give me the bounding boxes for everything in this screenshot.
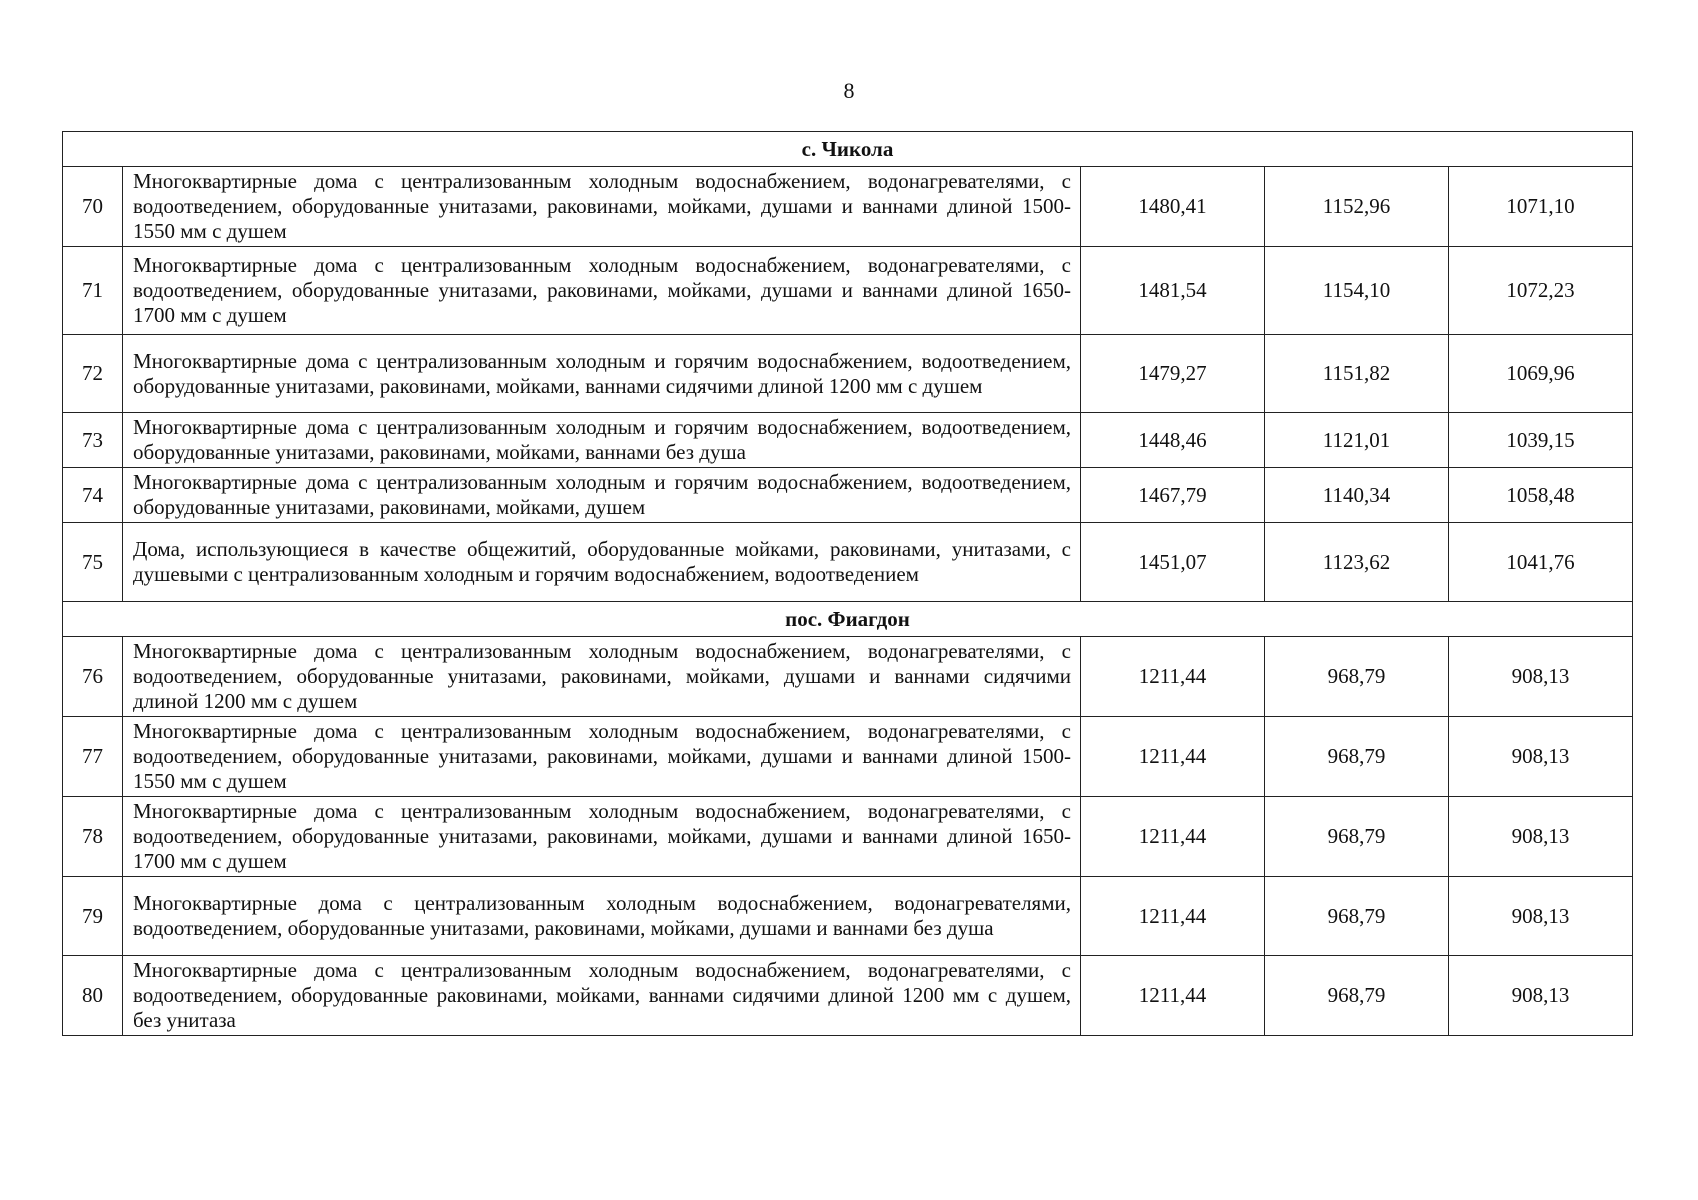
row-value-3: 1072,23 (1449, 247, 1633, 335)
row-number: 79 (63, 877, 123, 956)
row-value-2: 968,79 (1265, 637, 1449, 717)
row-value-1: 1467,79 (1081, 468, 1265, 523)
row-value-1: 1481,54 (1081, 247, 1265, 335)
row-value-1: 1479,27 (1081, 335, 1265, 413)
table-row (63, 523, 1633, 602)
table-row (63, 877, 1633, 956)
row-description: Многоквартирные дома с централизованным холодным водоснабжением, водонагревателями, с водоотведением, оборудованные унитазами, раковинами, мойками, душами и ваннами длиной 1500-1550 мм с душем (123, 717, 1081, 797)
table-row (63, 717, 1633, 797)
row-number: 75 (63, 523, 123, 602)
row-value-3: 908,13 (1449, 717, 1633, 797)
table-row (63, 468, 1633, 523)
table-row (63, 637, 1633, 717)
row-value-2: 1123,62 (1265, 523, 1449, 602)
row-value-3: 1041,76 (1449, 523, 1633, 602)
row-value-1: 1211,44 (1081, 956, 1265, 1036)
section-header-row (63, 602, 1633, 637)
row-description: Многоквартирные дома с централизованным холодным водоснабжением, водонагревателями, с водоотведением, оборудованные унитазами, раковинами, мойками, душами и ваннами длиной 1650-1700 мм с душем (123, 247, 1081, 335)
row-number: 73 (63, 413, 123, 468)
row-value-1: 1211,44 (1081, 797, 1265, 877)
row-value-2: 1154,10 (1265, 247, 1449, 335)
row-value-2: 1151,82 (1265, 335, 1449, 413)
row-value-3: 1071,10 (1449, 167, 1633, 247)
tariff-table (62, 131, 1633, 1036)
row-value-3: 1039,15 (1449, 413, 1633, 468)
row-value-3: 1069,96 (1449, 335, 1633, 413)
table-row (63, 247, 1633, 335)
row-value-1: 1448,46 (1081, 413, 1265, 468)
row-description: Многоквартирные дома с централизованным холодным и горячим водоснабжением, водоотведением, оборудованные унитазами, раковинами, мойками, душем (123, 468, 1081, 523)
row-number: 70 (63, 167, 123, 247)
row-description: Многоквартирные дома с централизованным холодным водоснабжением, водонагревателями, с водоотведением, оборудованные раковинами, мойками, ваннами сидячими длиной 1200 мм с душем, без унитаза (123, 956, 1081, 1036)
row-description: Многоквартирные дома с централизованным холодным и горячим водоснабжением, водоотведением, оборудованные унитазами, раковинами, мойками, ваннами сидячими длиной 1200 мм с душем (123, 335, 1081, 413)
section-header-row (63, 132, 1633, 167)
row-value-2: 968,79 (1265, 797, 1449, 877)
row-value-1: 1211,44 (1081, 637, 1265, 717)
table-row (63, 956, 1633, 1036)
section-title: пос. Фиагдон (63, 602, 1633, 637)
row-number: 80 (63, 956, 123, 1036)
page-number: 8 (843, 78, 855, 103)
section-title: с. Чикола (63, 132, 1633, 167)
row-number: 72 (63, 335, 123, 413)
table-row (63, 413, 1633, 468)
row-value-2: 1152,96 (1265, 167, 1449, 247)
table-row (63, 797, 1633, 877)
row-description: Многоквартирные дома с централизованным холодным и горячим водоснабжением, водоотведением, оборудованные унитазами, раковинами, мойками, ваннами без душа (123, 413, 1081, 468)
tariff-table-container (62, 131, 1632, 1036)
row-description: Дома, использующиеся в качестве общежитий, оборудованные мойками, раковинами, унитазами, с душевыми с централизованным холодным и горячим водоснабжением, водоотведением (123, 523, 1081, 602)
row-value-2: 968,79 (1265, 717, 1449, 797)
row-value-2: 968,79 (1265, 956, 1449, 1036)
row-number: 77 (63, 717, 123, 797)
row-value-2: 1121,01 (1265, 413, 1449, 468)
table-row (63, 335, 1633, 413)
row-value-3: 1058,48 (1449, 468, 1633, 523)
row-description: Многоквартирные дома с централизованным холодным водоснабжением, водонагревателями, с водоотведением, оборудованные унитазами, раковинами, мойками, душами и ваннами сидячими длиной 1200 мм с душем (123, 637, 1081, 717)
row-number: 71 (63, 247, 123, 335)
row-description: Многоквартирные дома с централизованным холодным водоснабжением, водонагревателями, с водоотведением, оборудованные унитазами, раковинами, мойками, душами и ваннами длиной 1650-1700 мм с душем (123, 797, 1081, 877)
table-row (63, 167, 1633, 247)
row-number: 76 (63, 637, 123, 717)
row-description: Многоквартирные дома с централизованным холодным водоснабжением, водонагревателями, водоотведением, оборудованные унитазами, раковинами, мойками, душами и ваннами без душа (123, 877, 1081, 956)
row-value-3: 908,13 (1449, 797, 1633, 877)
row-description: Многоквартирные дома с централизованным холодным водоснабжением, водонагревателями, с водоотведением, оборудованные унитазами, раковинами, мойками, душами и ваннами длиной 1500-1550 мм с душем (123, 167, 1081, 247)
row-value-1: 1211,44 (1081, 877, 1265, 956)
row-value-2: 968,79 (1265, 877, 1449, 956)
row-number: 78 (63, 797, 123, 877)
row-number: 74 (63, 468, 123, 523)
row-value-3: 908,13 (1449, 956, 1633, 1036)
row-value-3: 908,13 (1449, 637, 1633, 717)
row-value-1: 1451,07 (1081, 523, 1265, 602)
row-value-1: 1211,44 (1081, 717, 1265, 797)
row-value-2: 1140,34 (1265, 468, 1449, 523)
row-value-1: 1480,41 (1081, 167, 1265, 247)
row-value-3: 908,13 (1449, 877, 1633, 956)
